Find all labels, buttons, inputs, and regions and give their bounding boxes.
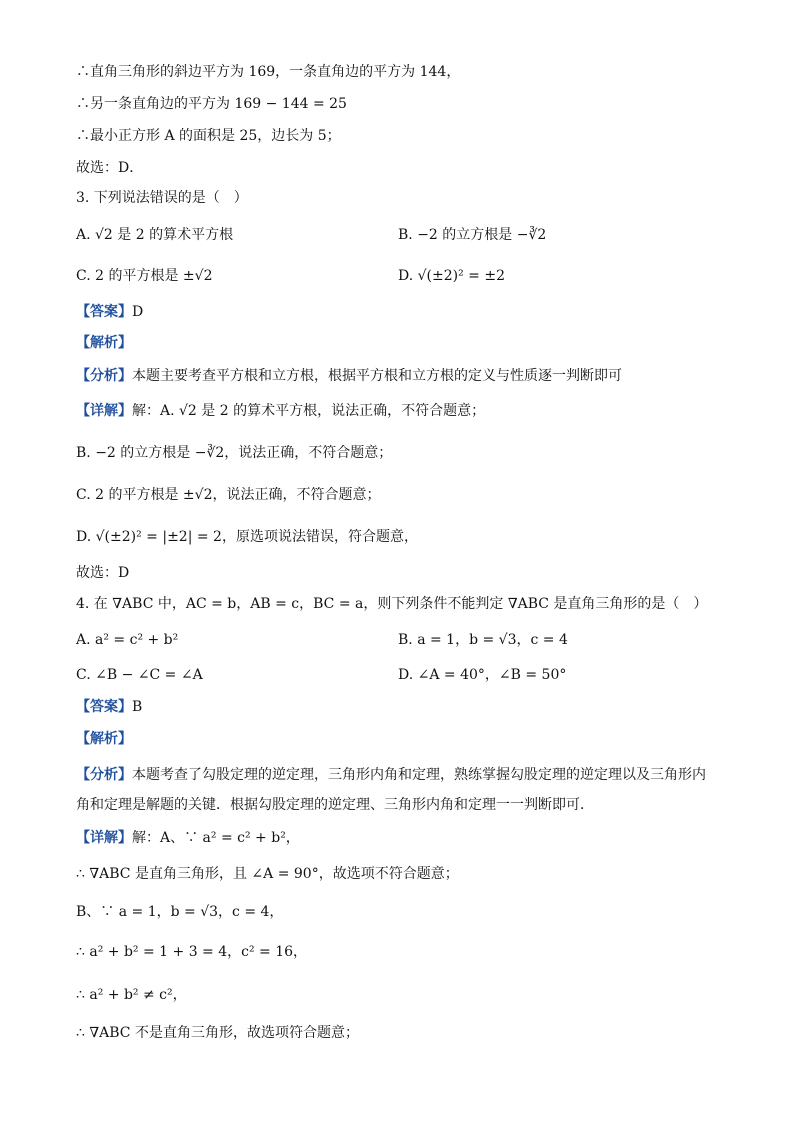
answer-row [76,302,143,322]
analysis-heading [76,333,132,353]
fenxi-row [76,366,622,386]
fenxi-tag: 【分析】 [76,767,132,783]
answer-row [76,697,142,717]
text-line: B、∵ a = 1，b = √3，c = 4， [76,904,284,920]
answer-value: D [132,304,144,320]
answer-tag: 【答案】 [76,699,132,715]
answer-value: B [132,699,143,715]
text-line: ∴ a² + b² = 1 + 3 = 4，c² = 16， [76,944,308,960]
analysis-tag: 【解析】 [76,335,132,351]
detail-text: 解：A、∵ a² = c² + b²， [132,830,300,846]
text-line: ∴直角三角形的斜边平方为 169，一条直角边的平方为 144， [76,64,461,80]
text-line: 故选：D [76,565,130,581]
fenxi-text: 本题考查了勾股定理的逆定理，三角形内角和定理，熟练掌握勾股定理的逆定理以及三角形内角和定理是解题的关键．根据勾股定理的逆定理、三角形内角和定理一一判断即可． [76,767,706,813]
text-line: ∴最小正方形 A 的面积是 25，边长为 5； [76,128,341,144]
option-b: B. −2 的立方根是 −∛2 [398,227,547,243]
detail-tag: 【详解】 [76,403,132,419]
text-line: ∴ a² + b² ≠ c²， [76,987,187,1003]
text-line: ∴ ∇ABC 不是直角三角形，故选项符合题意； [76,1025,359,1041]
text-line: 故选：D． [76,160,144,176]
fenxi-tag: 【分析】 [76,368,132,384]
option-c: C. 2 的平方根是 ±√2 [76,268,213,284]
fenxi-row [76,760,716,820]
analysis-heading [76,729,132,749]
option-a: A. √2 是 2 的算术平方根 [76,227,234,243]
option-a: A. a² = c² + b² [76,632,179,648]
detail-tag: 【详解】 [76,830,132,846]
text-line: C. 2 的平方根是 ±√2，说法正确，不符合题意； [76,487,381,503]
question-4: 4. 在 ∇ABC 中，AC = b，AB = c，BC = a，则下列条件不能判定 ∇ABC 是直角三角形的是（ ） [76,596,708,612]
option-b: B. a = 1，b = √3，c = 4 [398,632,568,648]
option-d: D. √(±2)² = ±2 [398,268,505,284]
text-line: ∴ ∇ABC 是直角三角形，且 ∠A = 90°，故选项不符合题意； [76,866,459,882]
option-d: D. ∠A = 40°，∠B = 50° [398,667,567,683]
text-line: D. √(±2)² = |±2| = 2，原选项说法错误，符合题意， [76,529,418,545]
question-3: 3. 下列说法错误的是（ ） [76,190,248,206]
detail-row [76,828,300,848]
text-line: B. −2 的立方根是 −∛2，说法正确，不符合题意； [76,445,393,461]
analysis-tag: 【解析】 [76,731,132,747]
answer-tag: 【答案】 [76,304,132,320]
text-line: ∴另一条直角边的平方为 169 − 144 = 25 [76,96,347,112]
fenxi-text: 本题主要考查平方根和立方根，根据平方根和立方根的定义与性质逐一判断即可 [132,368,622,384]
detail-row [76,401,485,421]
option-c: C. ∠B − ∠C = ∠A [76,667,203,683]
detail-text: 解：A. √2 是 2 的算术平方根，说法正确，不符合题意； [132,403,486,419]
